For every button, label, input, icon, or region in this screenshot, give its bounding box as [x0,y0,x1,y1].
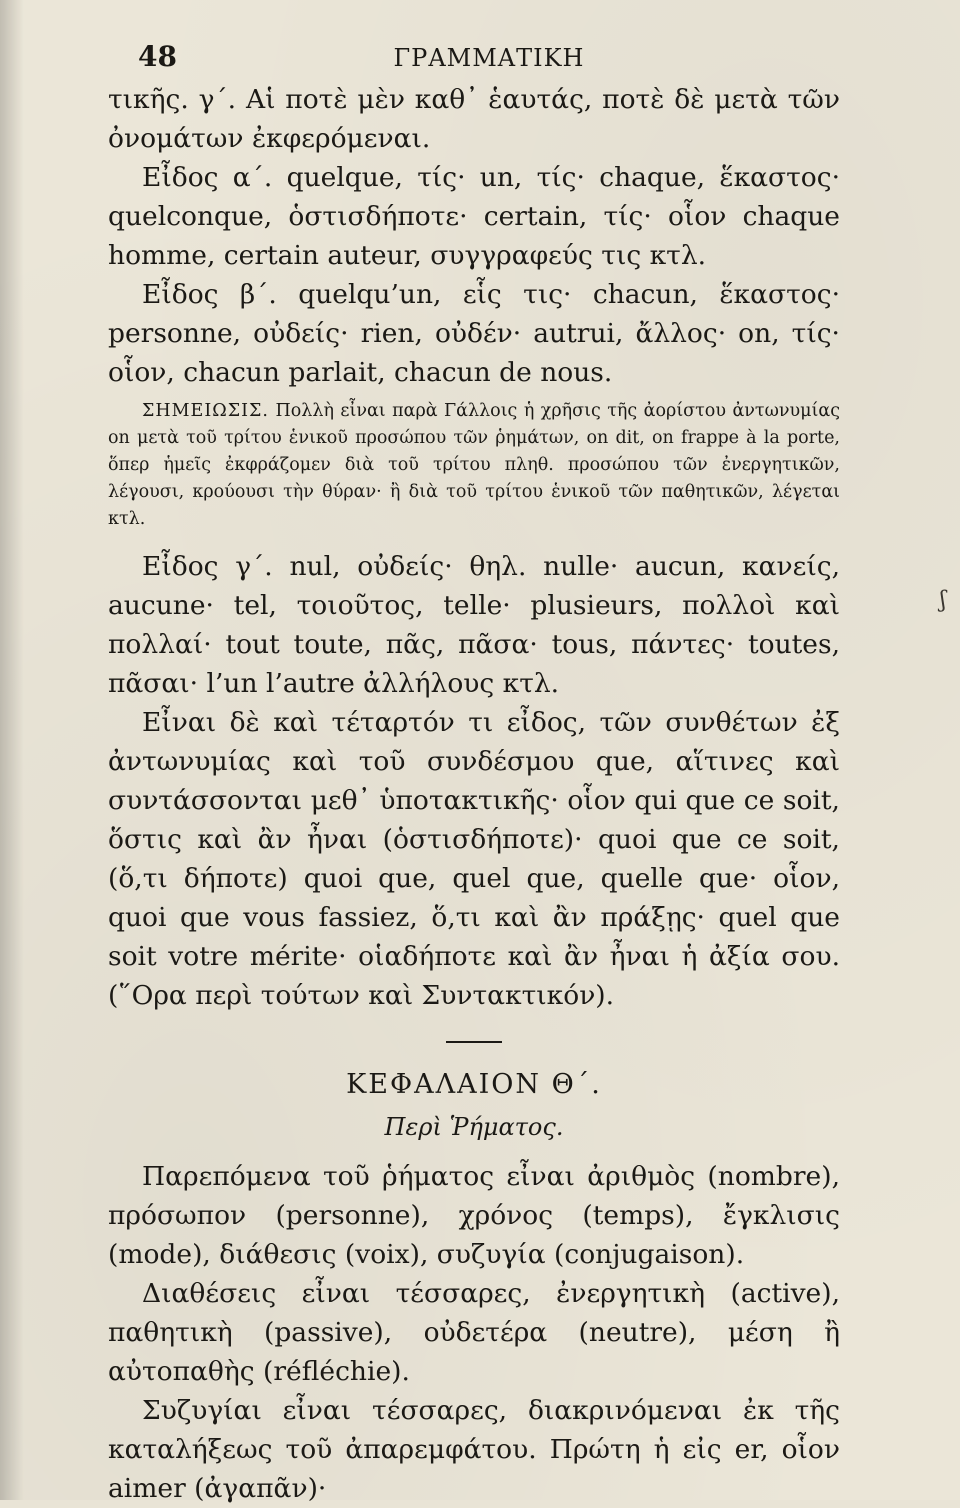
paragraph-eidos-b: Εἶδος β΄. quelqu’un, εἷς τις· chacun, ἕκαστος· personne, οὐδείς· rien, οὐδέν· autrui, ἄλλος· on, τίς· οἷον, chacun parlait, chacun de nous. [108,279,840,388]
running-title: ΓΡΑΜΜΑΤΙΚΗ [393,44,585,72]
paragraph-eidos-c: Εἶδος γ΄. nul, οὐδείς· θηλ. nulle· aucun, κανείς, aucune· tel, τοιοῦτος, telle· plusieurs, πολλοὶ καὶ πολλαί· tout toute, πᾶς, πᾶσα· tous, πάντες· toutes, πᾶσαι· l’un l’autre ἀλλήλους κτλ. [108,551,840,699]
paragraph-verb-attributes: Παρεπόμενα τοῦ ῥήματος εἶναι ἀριθμὸς (nombre), πρόσωπον (personne), χρόνος (temps), ἔγκλισις (mode), διάθεσις (voix), συζυγία (conjugaison). [108,1161,840,1270]
paragraph-eidos-a: Εἶδος α΄. quelque, τίς· un, τίς· chaque, ἕκαστος· quelconque, ὁστισδήποτε· certain, τίς· οἷον chaque homme, certain auteur, συγγραφεύς τις κτλ. [108,162,840,271]
margin-mark: ʃ [940,588,946,613]
paragraph-fourth-kind: Εἶναι δὲ καὶ τέταρτόν τι εἶδος, τῶν συνθέτων ἐξ ἀντωνυμίας καὶ τοῦ συνδέσμου que, αἵτινες καὶ συντάσσονται μεθ᾽ ὑποτακτικῆς· οἷον qui que ce soit, ὅστις καὶ ἂν ἦναι (ὁστισδήποτε)· quoi que ce soit, (ὅ,τι δήποτε) quoi que, quel que, quelle que· οἷον, quoi que vous fassiez, ὅ,τι καὶ ἂν πράξῃς· quel que soit votre mérite· οἱαδήποτε καὶ ἂν ἦναι ἡ ἀξία σου. (῞Ορα περὶ τούτων καὶ Συντακτικόν). [108,707,840,1011]
body-text [108,80,840,1508]
note-text: Πολλὴ εἶναι παρὰ Γάλλοις ἡ χρῆσις τῆς ἀορίστου ἀντωνυμίας on μετὰ τοῦ τρίτου ἑνικοῦ προσώπου τῶν ῥημάτων, on dit, on frappe à la porte, ὅπερ ἡμεῖς ἐκφράζομεν διὰ τοῦ τρίτου πληθ. προσώπου τῶν ἐνεργητικῶν, λέγουσι, κρούουσι τὴν θύραν· ἢ διὰ τοῦ τρίτου ἑνικοῦ τῶν παθητικῶν, λέγεται κτλ. [108,401,840,529]
paragraph-voices: Διαθέσεις εἶναι τέσσαρες, ἐνεργητικὴ (active), παθητικὴ (passive), οὐδετέρα (neutre), μέση ἢ αὐτοπαθὴς (réfléchie). [108,1278,840,1387]
chapter-title: ΚΕΦΑΛΑΙΟΝ Θ΄. [346,1069,602,1100]
running-head [138,30,840,80]
spine-shadow [0,0,24,1500]
paragraph-continuation: τικῆς. γ΄. Αἱ ποτὲ μὲν καθ᾽ ἑαυτάς, ποτὲ δὲ μετὰ τῶν ὀνομάτων ἐκφερόμεναι. [108,84,840,154]
note-label: ΣΗΜΕΙΩΣΙΣ. [142,401,269,421]
page-number: 48 [138,40,177,73]
note-block [108,398,840,533]
section-divider [446,1041,502,1043]
paragraph-conjugations: Συζυγίαι εἶναι τέσσαρες, διακρινόμεναι ἐκ τῆς καταλήξεως τοῦ ἀπαρεμφάτου. Πρώτη ἡ εἰς er, οἷον aimer (ἀγαπᾶν)· [108,1395,840,1504]
chapter-subtitle: Περὶ Ῥήματος. [384,1113,564,1141]
